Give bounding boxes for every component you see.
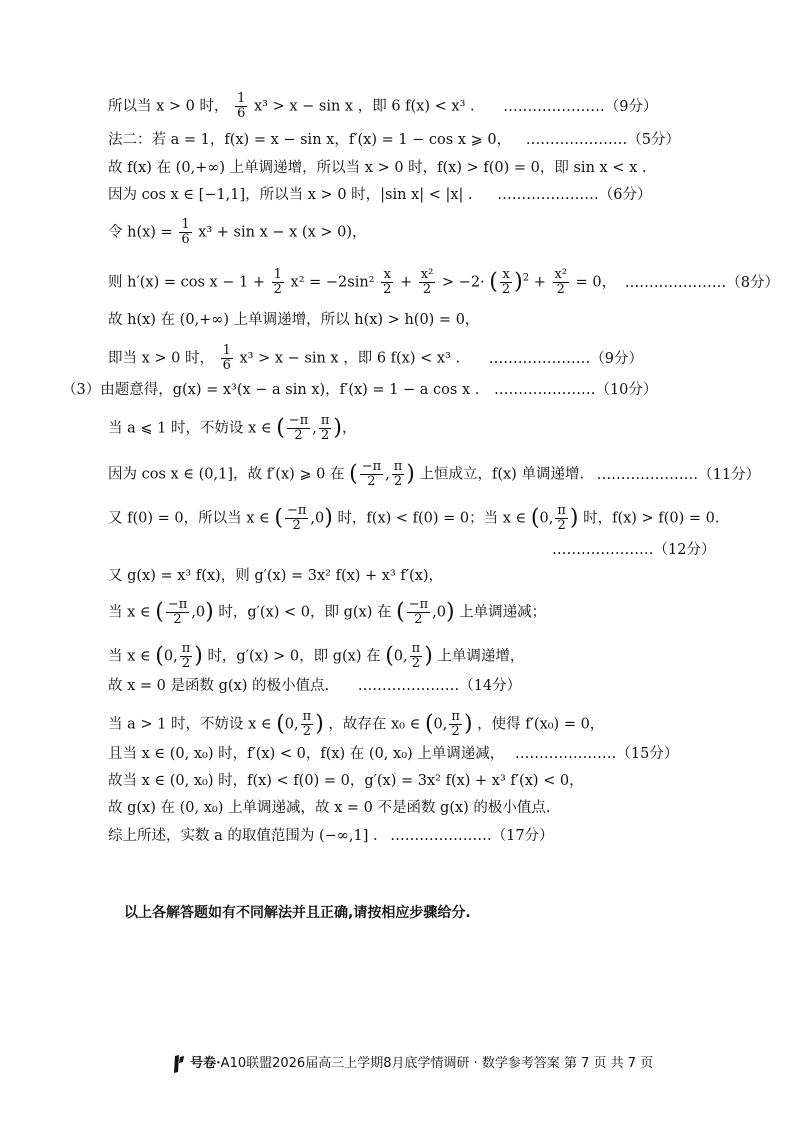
page-footer: [172, 1052, 653, 1074]
line-12-score: [552, 540, 715, 560]
line-14: 当 x ∈ ( $\frac{-\pi}{2}$ ,0) 时，g′(x) < 0，即 g(x) 在 ( $\frac{-\pi}{2}$ ,0) 上单调递减；: [108, 597, 547, 627]
text: 令 h(x) =: [108, 224, 173, 241]
text: 时，g′(x) > 0，即 g(x) 在: [207, 648, 381, 665]
text: 故 x = 0 是函数 g(x) 的极小值点.: [108, 678, 330, 694]
line-21: [108, 826, 554, 846]
fraction: $\frac{\pi}{2}$: [393, 459, 403, 489]
line-16: [108, 676, 521, 696]
line-3: [108, 158, 646, 178]
text: 故 g(x) 在 (0, x₀) 上单调递减，故 x = 0 不是函数 g(x) 的极小值点.: [108, 800, 551, 816]
line-6: 则 h′(x) = cos x − 1 + $\frac{1}{2}$ x² = −2sin² $\frac{x}{2}$ + $\frac{\text{x²}}{2}$ > −2· ( $\frac{x}{2}$ )$^2$ + $\frac{\text{x²}}{2}$ = 0， …………………（8分）: [108, 267, 779, 297]
text: 当 x ∈: [108, 648, 151, 665]
line-12: 又 f(0) = 0，所以当 x ∈ ( $\frac{-\pi}{2}$ ,0) 时，f(x) < f(0) = 0；当 x ∈ (0, $\frac{\pi}{2}$ ) 时，f(x) > f(0) = 0.: [108, 503, 720, 533]
score: …………………（8分）: [624, 274, 779, 291]
text: 当 x ∈: [108, 604, 151, 621]
text: +: [533, 274, 546, 291]
text: 综上所述，实数 a 的取值范围为 (−∞,1] .: [108, 828, 378, 844]
line-1: [108, 92, 657, 121]
text: 因为 cos x ∈ (0,1]，故 f′(x) ⩾ 0 在: [108, 466, 345, 483]
text: 因为 cos x ∈ [−1,1]，所以当 x > 0 时，|sin x| < |x| .: [108, 187, 473, 203]
score: …………………（6分）: [497, 187, 652, 203]
fraction: $\frac{-\pi}{2}$: [408, 597, 429, 627]
text: 故当 x ∈ (0, x₀) 时，f(x) < f(0) = 0，g′(x) = 3x² f(x) + x³ f′(x) < 0，: [108, 773, 584, 789]
line-13: [108, 566, 443, 586]
fraction: $\frac{\pi}{2}$: [181, 641, 191, 671]
grading-note: 以上各解答题如有不同解法并且正确,请按相应步骤给分.: [124, 905, 471, 921]
brand-logo-icon: [172, 1054, 186, 1074]
line-18: [108, 744, 678, 764]
text: 当 a > 1 时，不妨设 x ∈: [108, 716, 272, 733]
text: x² = −2sin²: [290, 274, 375, 291]
text: x³ + sin x − x (x > 0)，: [198, 224, 367, 241]
line-5: [108, 218, 367, 247]
score: …………………（14分）: [357, 678, 522, 694]
line-17: 当 a > 1 时，不妨设 x ∈ (0, $\frac{\pi}{2}$ ) ，故存在 x₀ ∈ (0, $\frac{\pi}{2}$ ) ，使得 f′(x₀) = 0，: [108, 709, 605, 739]
text: 当 a ⩽ 1 时，不妨设 x ∈: [108, 420, 272, 437]
score: …………………（10分）: [493, 382, 658, 398]
footer-brand: 号卷·: [190, 1056, 221, 1071]
text: +: [400, 274, 413, 291]
fraction: $\frac{1}{6}$: [237, 91, 246, 121]
score: …………………（17分）: [390, 828, 554, 844]
fraction: $\frac{x}{2}$: [383, 267, 392, 297]
text: 时，f(x) > f(0) = 0.: [583, 510, 720, 527]
fraction: $\frac{1}{2}$: [273, 267, 282, 297]
fraction: $\frac{\pi}{2}$: [557, 503, 566, 533]
text: ，使得 f′(x₀) = 0，: [477, 716, 605, 733]
text: ，故存在 x₀ ∈: [328, 716, 421, 733]
text: 上单调递减；: [459, 604, 547, 621]
text: 故 h(x) 在 (0,+∞) 上单调递增，所以 h(x) > h(0) = 0，: [108, 312, 480, 328]
line-11: 因为 cos x ∈ (0,1]，故 f′(x) ⩾ 0 在 ( $\frac{-\pi}{2}$ , $\frac{\pi}{2}$ ) 上恒成立，f(x) 单调递增. …………………（11分）: [108, 459, 761, 489]
fraction: $\frac{-\pi}{2}$: [361, 459, 382, 489]
fraction: $\frac{\text{x²}}{2}$: [420, 267, 434, 297]
score: …………………（5分）: [525, 132, 680, 148]
fraction: $\frac{\pi}{2}$: [320, 413, 330, 443]
text: 又 g(x) = x³ f(x)，则 g′(x) = 3x² f(x) + x³ f′(x)，: [108, 568, 444, 584]
fraction: $\frac{1}{6}$: [222, 343, 231, 373]
text: 时，f(x) < f(0) = 0；当 x ∈: [337, 510, 527, 527]
fraction: $\frac{-\pi}{2}$: [286, 503, 307, 533]
fraction: $\frac{x}{2}$: [501, 267, 511, 297]
score: …………………（11分）: [596, 466, 761, 483]
fraction: $\frac{-\pi}{2}$: [288, 413, 309, 443]
line-20: [108, 798, 551, 818]
line-9: [62, 380, 657, 400]
text: > −2·: [441, 274, 485, 291]
fraction: $\frac{\pi}{2}$: [451, 709, 460, 739]
fraction: $\frac{1}{6}$: [181, 217, 190, 247]
score: …………………（12分）: [552, 542, 716, 558]
text: 则 h′(x) = cos x − 1 +: [108, 274, 266, 291]
footer-text: A10联盟2026届高三上学期8月底学情调研 · 数学参考答案 第 7 页 共 7 页: [220, 1056, 654, 1071]
fraction: $\frac{\pi}{2}$: [411, 641, 421, 671]
text: 时，g′(x) < 0，即 g(x) 在: [218, 604, 392, 621]
text: 即当 x > 0 时，: [108, 350, 214, 367]
text: 上恒成立，f(x) 单调递增.: [419, 466, 585, 483]
text: x³ > x − sin x ，即 6 f(x) < x³ .: [254, 98, 475, 115]
line-2: [108, 130, 680, 150]
line-10: 当 a ⩽ 1 时，不妨设 x ∈ ( $\frac{-\pi}{2}$ , $\frac{\pi}{2}$ )，: [108, 413, 357, 443]
score: …………………（15分）: [514, 746, 679, 762]
text: = 0，: [575, 274, 617, 291]
score: …………………（9分）: [488, 350, 643, 367]
line-15: 当 x ∈ (0, $\frac{\pi}{2}$ ) 时，g′(x) > 0，即 g(x) 在 (0, $\frac{\pi}{2}$ ) 上单调递增，: [108, 641, 525, 671]
text: 法二：若 a = 1，f(x) = x − sin x，f′(x) = 1 − cos x ⩾ 0，: [108, 132, 512, 148]
line-8: [108, 344, 643, 373]
text: 所以当 x > 0 时，: [108, 98, 229, 115]
fraction: $\frac{\text{x²}}{2}$: [554, 267, 568, 297]
line-19: [108, 771, 584, 791]
line-7: [108, 310, 479, 330]
fraction: $\frac{-\pi}{2}$: [167, 597, 188, 627]
score: …………………（9分）: [503, 98, 658, 115]
text: 故 f(x) 在 (0,+∞) 上单调递增，所以当 x > 0 时，f(x) > f(0) = 0，即 sin x < x .: [108, 160, 647, 176]
fraction: $\frac{\pi}{2}$: [302, 709, 312, 739]
text: （3）由题意得，g(x) = x³(x − a sin x)，f′(x) = 1 − a cos x .: [62, 382, 480, 398]
text: 且当 x ∈ (0, x₀) 时，f′(x) < 0，f(x) 在 (0, x₀) 上单调递减，: [108, 746, 505, 762]
line-4: [108, 185, 652, 205]
text: 又 f(0) = 0，所以当 x ∈: [108, 510, 270, 527]
text: 上单调递增，: [437, 648, 525, 665]
text: x³ > x − sin x ，即 6 f(x) < x³ .: [239, 350, 461, 367]
